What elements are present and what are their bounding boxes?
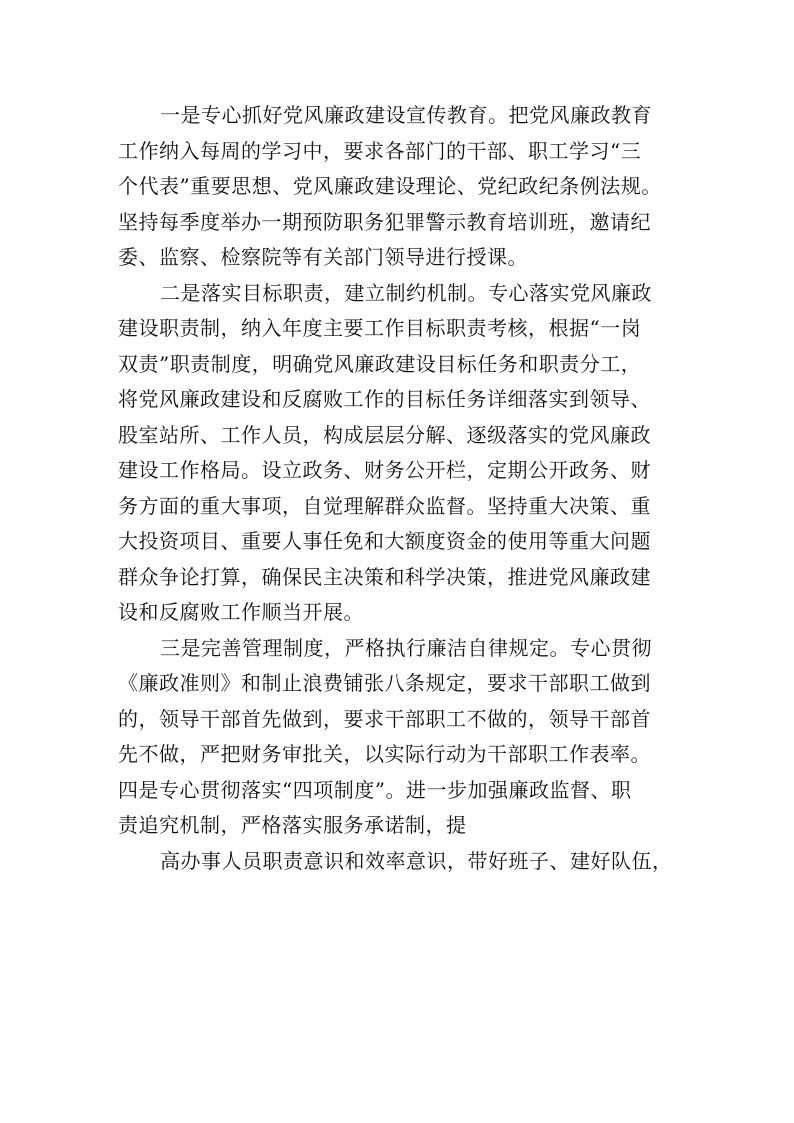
text-line: 建设职责制，纳入年度主要工作目标职责考核，根据“一岗 — [118, 316, 642, 340]
text-line: 群众争论打算，确保民主决策和科学决策，推进党风廉政建 — [118, 564, 651, 589]
text-line: 《廉政准则》和制止浪费铺张八条规定，要求干部职工做到 — [118, 671, 651, 695]
text-line: 三是完善管理制度，严格执行廉洁自律规定。专心贯彻 — [160, 635, 652, 660]
text-line: 一是专心抓好党风廉政建设宣传教育。把党风廉政教育 — [160, 103, 652, 127]
text-line: 高办事人员职责意识和效率意识，带好班子、建好队伍， — [160, 848, 673, 873]
text-line: 股室站所、工作人员，构成层层分解、逐级落实的党风廉政 — [118, 422, 651, 447]
text-line: 四是专心贯彻落实“四项制度”。进一步加强廉政监督、职 — [118, 777, 632, 802]
text-line: 设和反腐败工作顺当开展。 — [118, 600, 364, 624]
document-body — [118, 98, 690, 879]
text-line: 坚持每季度举办一期预防职务犯罪警示教育培训班，邀请纪 — [118, 209, 651, 234]
text-line: 工作纳入每周的学习中，要求各部门的干部、职工学习“三 — [118, 138, 642, 163]
text-line: 责追究机制，严格落实服务承诺制，提 — [118, 813, 467, 837]
text-line: 务方面的重大事项，自觉理解群众监督。坚持重大决策、重 — [118, 493, 651, 518]
text-line: 个代表”重要思想、党风廉政建设理论、党纪政纪条例法规。 — [118, 174, 662, 198]
text-line: 二是落实目标职责，建立制约机制。专心落实党风廉政 — [160, 280, 652, 305]
text-line: 建设工作格局。设立政务、财务公开栏，定期公开政务、财 — [118, 458, 651, 482]
text-line: 将党风廉政建设和反腐败工作的目标任务详细落实到领导、 — [118, 387, 651, 411]
text-line: 先不做，严把财务审批关，以实际行动为干部职工作表率。 — [118, 742, 651, 766]
text-line: 双责”职责制度，明确党风廉政建设目标任务和职责分工， — [118, 351, 642, 376]
text-line: 的，领导干部首先做到，要求干部职工不做的，领导干部首 — [118, 706, 651, 731]
text-line: 委、监察、检察院等有关部门领导进行授课。 — [118, 245, 528, 269]
text-line: 大投资项目、重要人事任免和大额度资金的使用等重大问题 — [118, 529, 651, 553]
